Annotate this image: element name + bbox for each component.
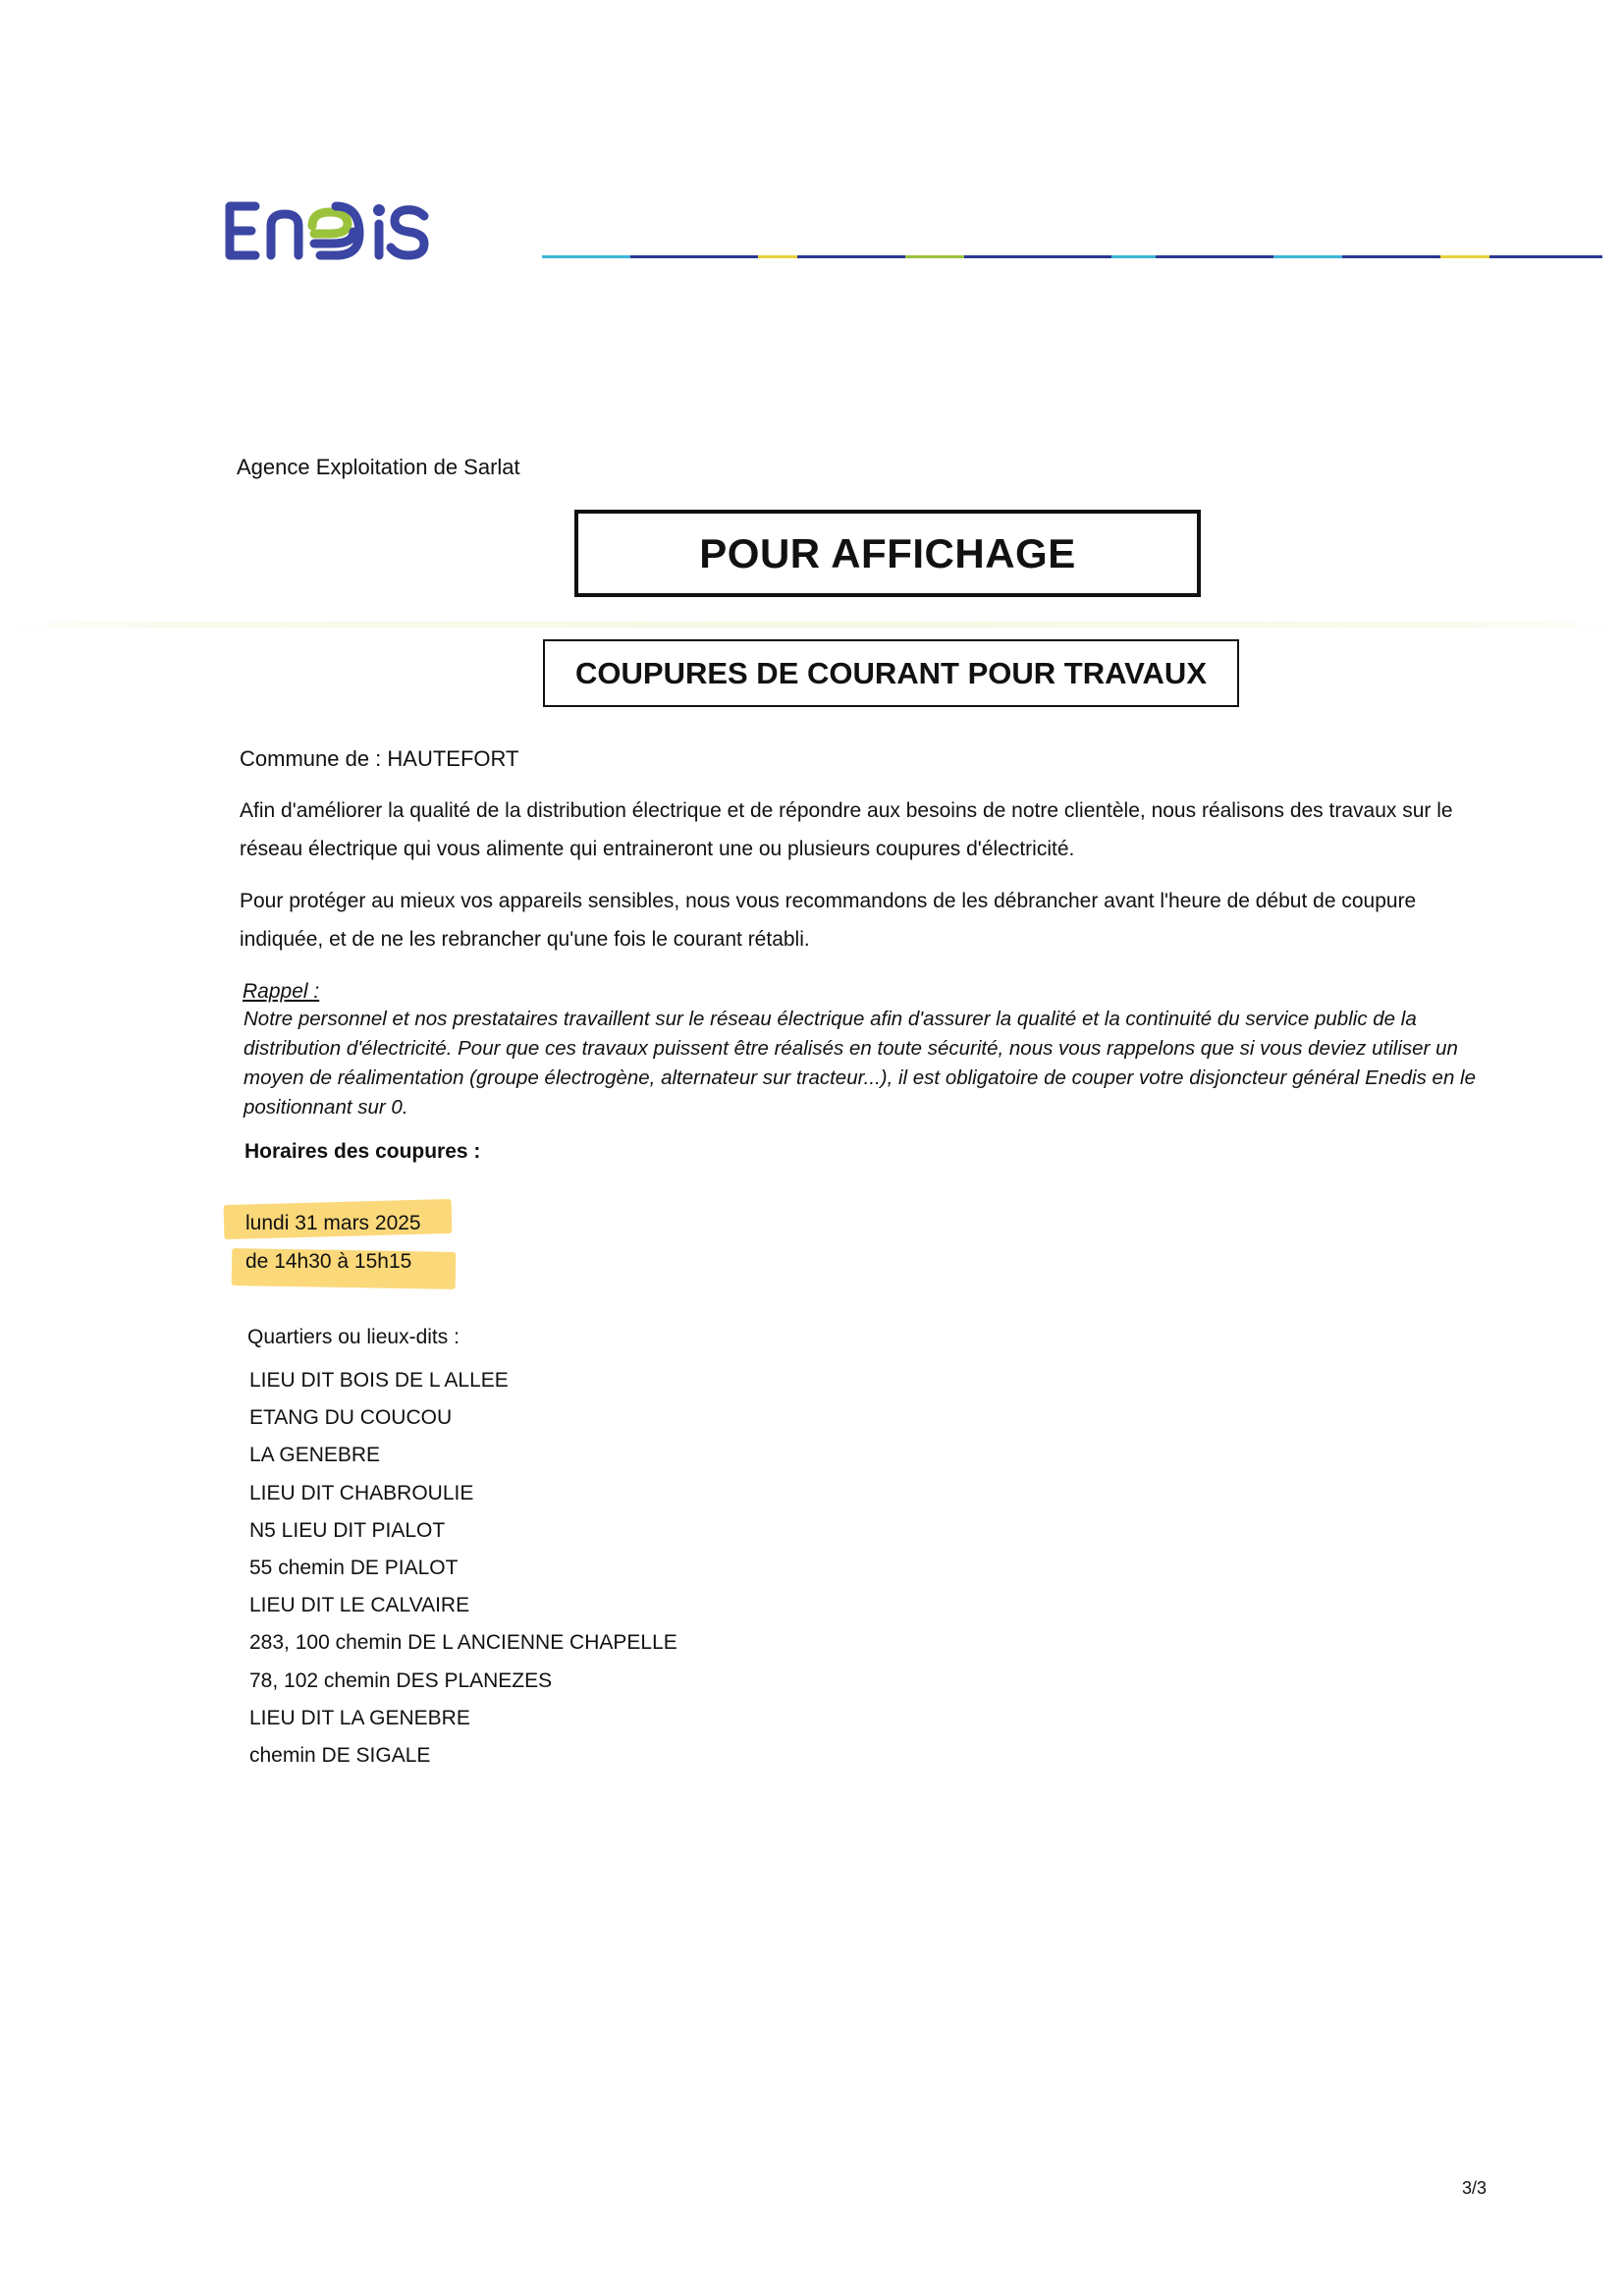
rule-segment bbox=[905, 255, 964, 258]
protection-paragraph: Pour protéger au mieux vos appareils sensibles, nous vous recommandons de les débrancher avant l'heure de début de coupure indiquée, et de ne les rebrancher qu'une fois le courant rétabli. bbox=[240, 890, 1417, 951]
place-item: ETANG DU COUCOU bbox=[249, 1406, 453, 1430]
rule-segment bbox=[797, 255, 905, 258]
rule-segment bbox=[630, 255, 758, 258]
place-item: LIEU DIT LA GENEBRE bbox=[249, 1706, 470, 1729]
logo-i-dot bbox=[373, 204, 385, 216]
place-item: 55 chemin DE PIALOT bbox=[249, 1556, 459, 1579]
outage-date: lundi 31 mars 2025 bbox=[245, 1212, 421, 1234]
place-item: LA GENEBRE bbox=[249, 1444, 381, 1467]
place-item: N5 LIEU DIT PIALOT bbox=[249, 1518, 446, 1542]
place-item: LIEU DIT CHABROULIE bbox=[249, 1481, 474, 1504]
place-item: chemin DE SIGALE bbox=[249, 1743, 431, 1767]
quartiers-title: Quartiers ou lieux-dits : bbox=[247, 1326, 460, 1348]
rule-segment bbox=[1111, 255, 1156, 258]
logo-letter-e-green bbox=[312, 212, 348, 234]
header-rule bbox=[542, 246, 1602, 250]
rule-segment bbox=[1342, 255, 1440, 258]
pour-affichage-title: POUR AFFICHAGE bbox=[699, 529, 1076, 576]
place-item: LIEU DIT BOIS DE L ALLEE bbox=[249, 1369, 509, 1392]
pour-affichage-box bbox=[574, 510, 1201, 597]
logo-letter-e bbox=[230, 206, 255, 255]
rule-segment bbox=[542, 255, 630, 258]
page-number: 3/3 bbox=[1462, 2178, 1488, 2198]
logo-letter-n bbox=[271, 214, 298, 255]
coupures-box bbox=[543, 639, 1239, 707]
scan-artifact-band bbox=[0, 622, 1623, 628]
commune-line: Commune de : HAUTEFORT bbox=[240, 746, 519, 771]
rappel-title: Rappel bbox=[243, 980, 308, 1003]
place-item: LIEU DIT LE CALVAIRE bbox=[249, 1594, 470, 1617]
enedis-logo bbox=[222, 196, 516, 265]
logo-letter-s bbox=[391, 210, 424, 255]
rule-segment bbox=[758, 255, 797, 258]
rule-segment bbox=[1440, 255, 1489, 258]
horaires-title: Horaires des coupures : bbox=[244, 1140, 481, 1163]
rappel-heading bbox=[243, 980, 319, 1004]
intro-paragraph: Afin d'améliorer la qualité de la distribution électrique et de répondre aux besoins de notre clientèle, nous réalisons des travaux sur le réseau électrique qui vous alimente qui entraineront une ou plusieurs coupures d'électricité. bbox=[240, 799, 1453, 860]
agency-name: Agence Exploitation de Sarlat bbox=[237, 455, 520, 479]
rule-segment bbox=[964, 255, 1111, 258]
rappel-colon: : bbox=[307, 980, 320, 1003]
rule-segment bbox=[1489, 255, 1602, 258]
rappel-body: Notre personnel et nos prestataires travaillent sur le réseau électrique afin d'assurer la qualité et la continuité du service public de la distribution d'électricité. Pour que ces travaux puissent être réalisés en toute sécurité, nous vous rappelons que si vous deviez utiliser un moyen de réalimentation (groupe électrogène, alternateur sur tracteur...), il est obligatoire de couper votre disjoncteur général Enedis en le positionnant sur 0. bbox=[243, 1008, 1477, 1119]
place-item: 78, 102 chemin DES PLANEZES bbox=[249, 1668, 553, 1692]
coupures-title: COUPURES DE COURANT POUR TRAVAUX bbox=[575, 655, 1207, 690]
places-list bbox=[249, 1362, 677, 1775]
place-item: 283, 100 chemin DE L ANCIENNE CHAPELLE bbox=[249, 1631, 677, 1655]
outage-time: de 14h30 à 15h15 bbox=[245, 1250, 412, 1273]
rule-segment bbox=[1156, 255, 1273, 258]
rule-segment bbox=[1273, 255, 1342, 258]
logo-letters bbox=[230, 204, 424, 255]
